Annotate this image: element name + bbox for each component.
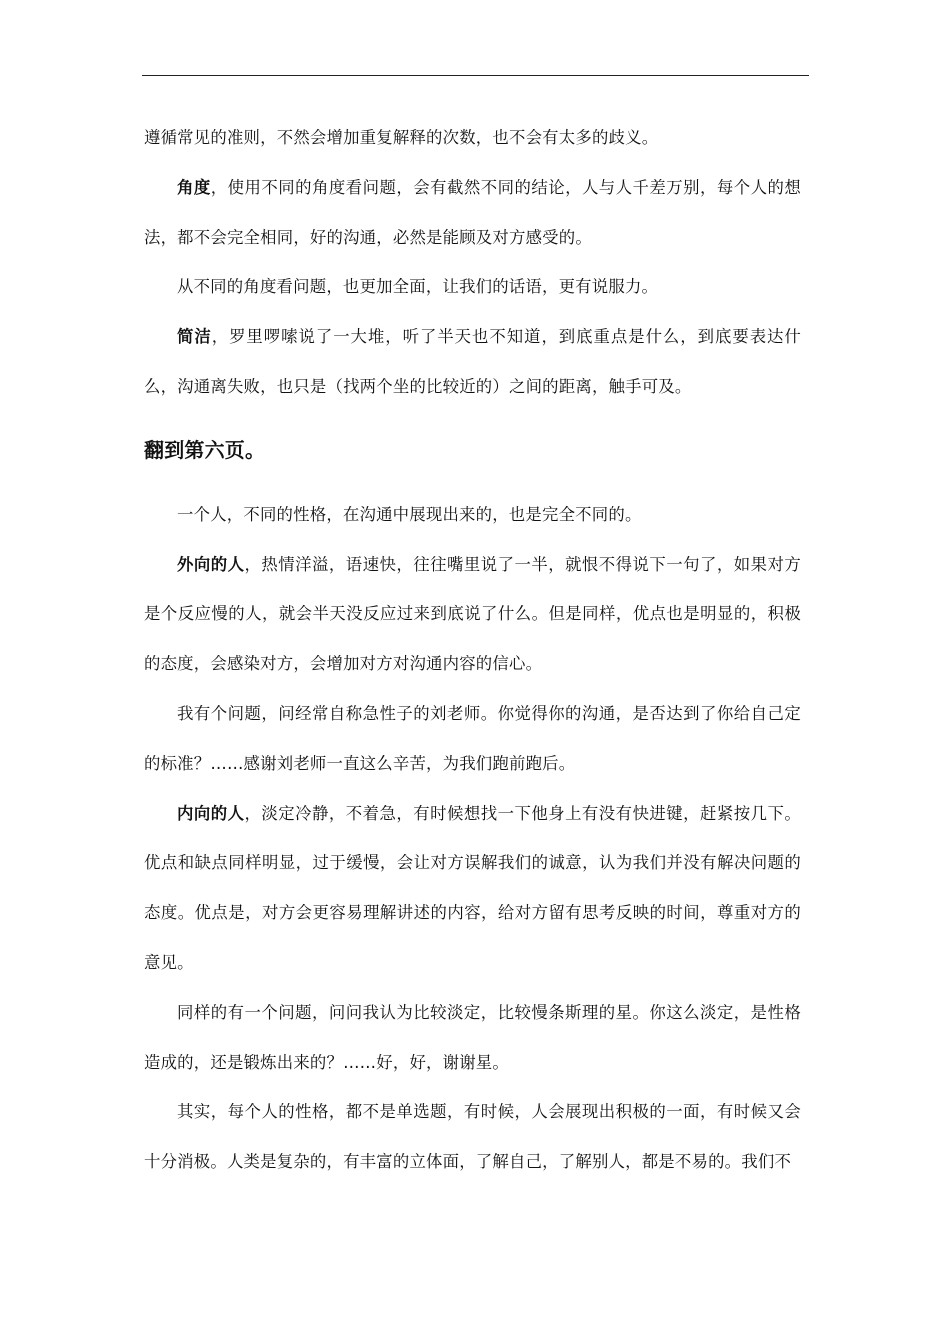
paragraph [144, 262, 801, 312]
paragraph-lead: 简洁 [177, 327, 212, 347]
paragraph-text: ，使用不同的角度看问题，会有截然不同的结论，人与人千差万别，每个人的想法，都不会完全相同，好的沟通，必然是能顾及对方感受的。 [144, 177, 801, 247]
paragraph [144, 1087, 801, 1187]
paragraph-lead: 内向的人 [177, 803, 245, 823]
paragraph-text: 从不同的角度看问题，也更加全面，让我们的话语，更有说服力。 [177, 277, 659, 297]
paragraph-text: 我有个问题，问经常自称急性子的刘老师。你觉得你的沟通，是否达到了你给自己定的标准？……感谢刘老师一直这么辛苦，为我们跑前跑后。 [144, 703, 801, 773]
paragraph-text: 其实，每个人的性格，都不是单选题，有时候，人会展现出积极的一面，有时候又会十分消极。人类是复杂的，有丰富的立体面，了解自己，了解别人，都是不易的。我们不 [144, 1102, 801, 1172]
paragraph-lead: 角度 [177, 177, 211, 197]
paragraph-text: ，罗里啰嗦说了一大堆，听了半天也不知道，到底重点是什么，到底要表达什么，沟通离失败，也只是（找两个坐的比较近的）之间的距离，触手可及。 [144, 327, 801, 396]
paragraph-text: 遵循常见的准则，不然会增加重复解释的次数，也不会有太多的歧义。 [144, 128, 659, 147]
paragraph [144, 689, 801, 789]
paragraph [144, 540, 801, 689]
paragraph [144, 312, 801, 412]
document-body [144, 113, 801, 1187]
paragraph-text: 同样的有一个问题，问问我认为比较淡定，比较慢条斯理的星。你这么淡定，是性格造成的，还是锻炼出来的？……好，好，谢谢星。 [144, 1002, 801, 1072]
paragraph-text: ，热情洋溢，语速快，往往嘴里说了一半，就恨不得说下一句了，如果对方是个反应慢的人，就会半天没反应过来到底说了什么。但是同样，优点也是明显的，积极的态度，会感染对方，会增加对方对沟通内容的信心。 [144, 554, 801, 674]
paragraph [144, 163, 801, 263]
paragraph-lead: 外向的人 [177, 554, 245, 574]
paragraph [144, 490, 801, 540]
paragraph-text: ，淡定冷静，不着急，有时候想找一下他身上有没有快进键，赶紧按几下。优点和缺点同样明显，过于缓慢，会让对方误解我们的诚意，认为我们并没有解决问题的态度。优点是，对方会更容易理解讲述的内容，给对方留有思考反映的时间，尊重对方的意见。 [144, 803, 801, 972]
header-rule [142, 75, 809, 76]
paragraph [144, 113, 801, 163]
paragraph [144, 789, 801, 988]
section-heading: 翻到第六页。 [144, 437, 266, 462]
paragraph-text: 一个人，不同的性格，在沟通中展现出来的，也是完全不同的。 [177, 504, 642, 524]
paragraph [144, 988, 801, 1088]
